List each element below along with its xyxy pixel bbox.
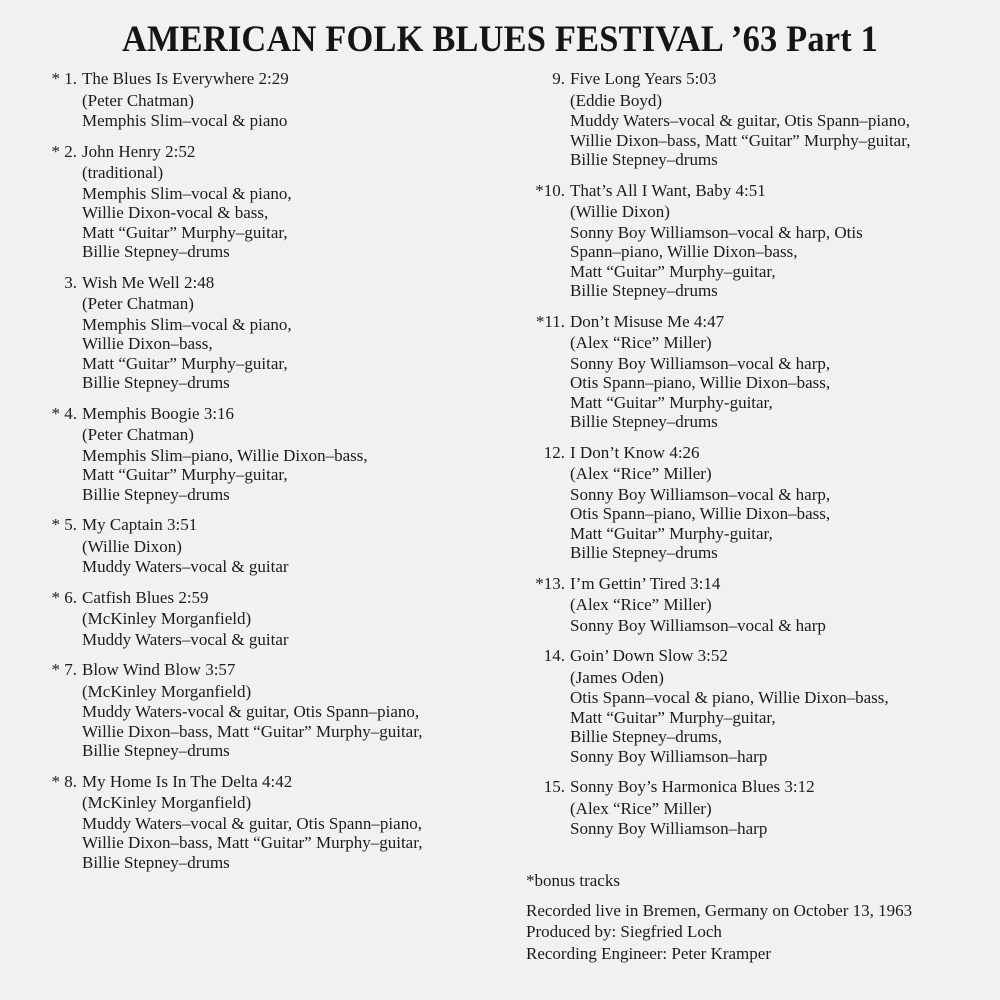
track-title: My Home Is In The Delta 4:42	[82, 771, 293, 791]
track-personnel: Muddy Waters–vocal & guitar, Otis Spann–piano,	[82, 813, 422, 833]
track-title: That’s All I Want, Baby 4:51	[570, 180, 766, 200]
album-title: AMERICAN FOLK BLUES FESTIVAL ’63 Part 1	[121, 19, 879, 60]
track-personnel: Muddy Waters–vocal & guitar, Otis Spann–piano,	[570, 111, 910, 130]
recorded-location: Recorded live in Bremen, Germany on October 13, 1963	[526, 900, 913, 920]
track-entry	[518, 68, 988, 170]
track-title: The Blues Is Everywhere 2:29	[82, 69, 289, 88]
track-number: * 5.	[51, 515, 77, 534]
track-personnel: Willie Dixon–bass, Matt “Guitar” Murphy–guitar,	[82, 721, 423, 741]
track-personnel: Billie Stepney–drums,	[570, 727, 723, 746]
producer-credit: Produced by: Siegfried Loch	[526, 922, 722, 941]
tracklist-right-column	[518, 68, 988, 849]
track-number: 15.	[543, 777, 565, 796]
track-personnel: Muddy Waters–vocal & guitar	[82, 629, 289, 649]
track-entry	[30, 403, 500, 505]
track-personnel: Sonny Boy Williamson–vocal & harp	[570, 615, 826, 635]
track-composer: (James Oden)	[570, 667, 664, 687]
track-personnel: Sonny Boy Williamson–harp	[570, 746, 768, 766]
track-title: I’m Gettin’ Tired 3:14	[570, 573, 721, 593]
track-composer: (traditional)	[82, 163, 164, 182]
track-personnel: Spann–piano, Willie Dixon–bass,	[570, 242, 798, 261]
track-number: 12.	[543, 442, 565, 462]
track-personnel: Otis Spann–piano, Willie Dixon–bass,	[570, 373, 831, 392]
track-personnel: Billie Stepney–drums	[82, 741, 230, 760]
track-composer: (Eddie Boyd)	[570, 90, 663, 110]
track-title: My Captain 3:51	[82, 515, 198, 534]
engineer-credit: Recording Engineer: Peter Kramper	[526, 943, 771, 963]
track-personnel: Sonny Boy Williamson–vocal & harp,	[570, 484, 831, 504]
track-personnel: Billie Stepney–drums	[82, 484, 230, 504]
recording-info	[526, 870, 996, 964]
track-personnel: Memphis Slim–vocal & piano,	[82, 314, 292, 334]
track-title: Catfish Blues 2:59	[82, 587, 209, 607]
track-title: Don’t Misuse Me 4:47	[570, 311, 725, 331]
track-personnel: Sonny Boy Williamson–vocal & harp,	[570, 353, 831, 373]
track-composer: (Alex “Rice” Miller)	[570, 464, 712, 483]
track-personnel: Matt “Guitar” Murphy-guitar,	[570, 392, 773, 412]
track-personnel: Billie Stepney–drums	[570, 150, 718, 169]
track-title: Wish Me Well 2:48	[82, 272, 215, 292]
track-personnel: Billie Stepney–drums	[82, 242, 230, 261]
track-composer: (Alex “Rice” Miller)	[570, 333, 712, 352]
track-personnel: Willie Dixon–bass, Matt “Guitar” Murphy–guitar,	[82, 833, 423, 852]
track-title: Sonny Boy’s Harmonica Blues 3:12	[570, 777, 815, 796]
track-personnel: Memphis Slim–vocal & piano	[82, 111, 288, 130]
track-personnel: Muddy Waters–vocal & guitar	[82, 557, 289, 576]
track-composer: (Alex “Rice” Miller)	[570, 798, 712, 818]
track-title: I Don’t Know 4:26	[570, 442, 700, 462]
track-entry	[30, 141, 500, 262]
track-number: * 7.	[51, 660, 77, 679]
track-entry	[30, 771, 500, 873]
track-number: 9.	[552, 69, 565, 88]
track-composer: (McKinley Morganfield)	[82, 793, 252, 812]
track-number: * 8.	[51, 771, 77, 791]
track-personnel: Memphis Slim–piano, Willie Dixon–bass,	[82, 445, 368, 465]
track-entry	[518, 573, 988, 636]
track-personnel: Billie Stepney–drums	[570, 543, 718, 562]
track-number: *10.	[535, 180, 565, 200]
track-entry	[518, 442, 988, 563]
track-personnel: Matt “Guitar” Murphy–guitar,	[82, 465, 288, 484]
track-personnel: Billie Stepney–drums	[570, 412, 718, 431]
track-title: Goin’ Down Slow 3:52	[570, 646, 728, 665]
tracklist-left-column	[30, 68, 500, 882]
track-personnel: Billie Stepney–drums	[82, 852, 230, 872]
track-entry	[518, 311, 988, 432]
track-entry	[30, 514, 500, 577]
track-entry	[518, 776, 988, 839]
track-personnel: Muddy Waters-vocal & guitar, Otis Spann–piano,	[82, 702, 420, 721]
track-title: Memphis Boogie 3:16	[82, 403, 235, 423]
track-composer: (Peter Chatman)	[82, 425, 194, 444]
track-personnel: Matt “Guitar” Murphy–guitar,	[82, 353, 288, 373]
track-composer: (Alex “Rice” Miller)	[570, 595, 712, 614]
track-number: *13.	[535, 573, 565, 593]
track-entry	[30, 68, 500, 131]
track-personnel: Memphis Slim–vocal & piano,	[82, 183, 292, 203]
track-number: *11.	[535, 311, 565, 331]
track-personnel: Matt “Guitar” Murphy-guitar,	[570, 523, 773, 543]
track-entry	[518, 645, 988, 766]
track-composer: (McKinley Morganfield)	[82, 609, 252, 628]
track-title: Five Long Years 5:03	[570, 69, 717, 88]
track-personnel: Matt “Guitar” Murphy–guitar,	[570, 707, 776, 727]
track-number: * 4.	[51, 403, 77, 423]
track-entry	[30, 587, 500, 650]
track-personnel: Billie Stepney–drums	[570, 281, 718, 300]
track-number: * 2.	[51, 141, 77, 161]
track-entry	[30, 272, 500, 393]
track-personnel: Billie Stepney–drums	[82, 373, 230, 392]
track-composer: (Willie Dixon)	[570, 202, 670, 221]
track-personnel: Sonny Boy Williamson–harp	[570, 819, 768, 838]
track-personnel: Willie Dixon–bass,	[82, 334, 213, 353]
track-composer: (Peter Chatman)	[82, 294, 194, 313]
track-entry	[30, 659, 500, 761]
track-title: John Henry 2:52	[82, 141, 196, 161]
track-composer: (Willie Dixon)	[82, 536, 182, 556]
bonus-tracks-note: *bonus tracks	[526, 871, 620, 890]
track-title: Blow Wind Blow 3:57	[82, 660, 236, 679]
track-personnel: Willie Dixon–bass, Matt “Guitar” Murphy–guitar,	[570, 130, 911, 150]
track-number: 14.	[543, 646, 565, 665]
track-number: * 6.	[51, 587, 77, 607]
track-composer: (McKinley Morganfield)	[82, 681, 252, 701]
track-personnel: Otis Spann–vocal & piano, Willie Dixon–bass,	[570, 688, 889, 707]
track-entry	[518, 180, 988, 301]
track-personnel: Matt “Guitar” Murphy–guitar,	[82, 222, 288, 242]
track-composer: (Peter Chatman)	[82, 90, 194, 110]
track-personnel: Otis Spann–piano, Willie Dixon–bass,	[570, 504, 831, 523]
track-number: 3.	[64, 272, 77, 292]
track-personnel: Sonny Boy Williamson–vocal & harp, Otis	[570, 222, 863, 242]
track-personnel: Willie Dixon-vocal & bass,	[82, 203, 269, 222]
track-personnel: Matt “Guitar” Murphy–guitar,	[570, 261, 776, 281]
track-number: * 1.	[51, 69, 77, 88]
